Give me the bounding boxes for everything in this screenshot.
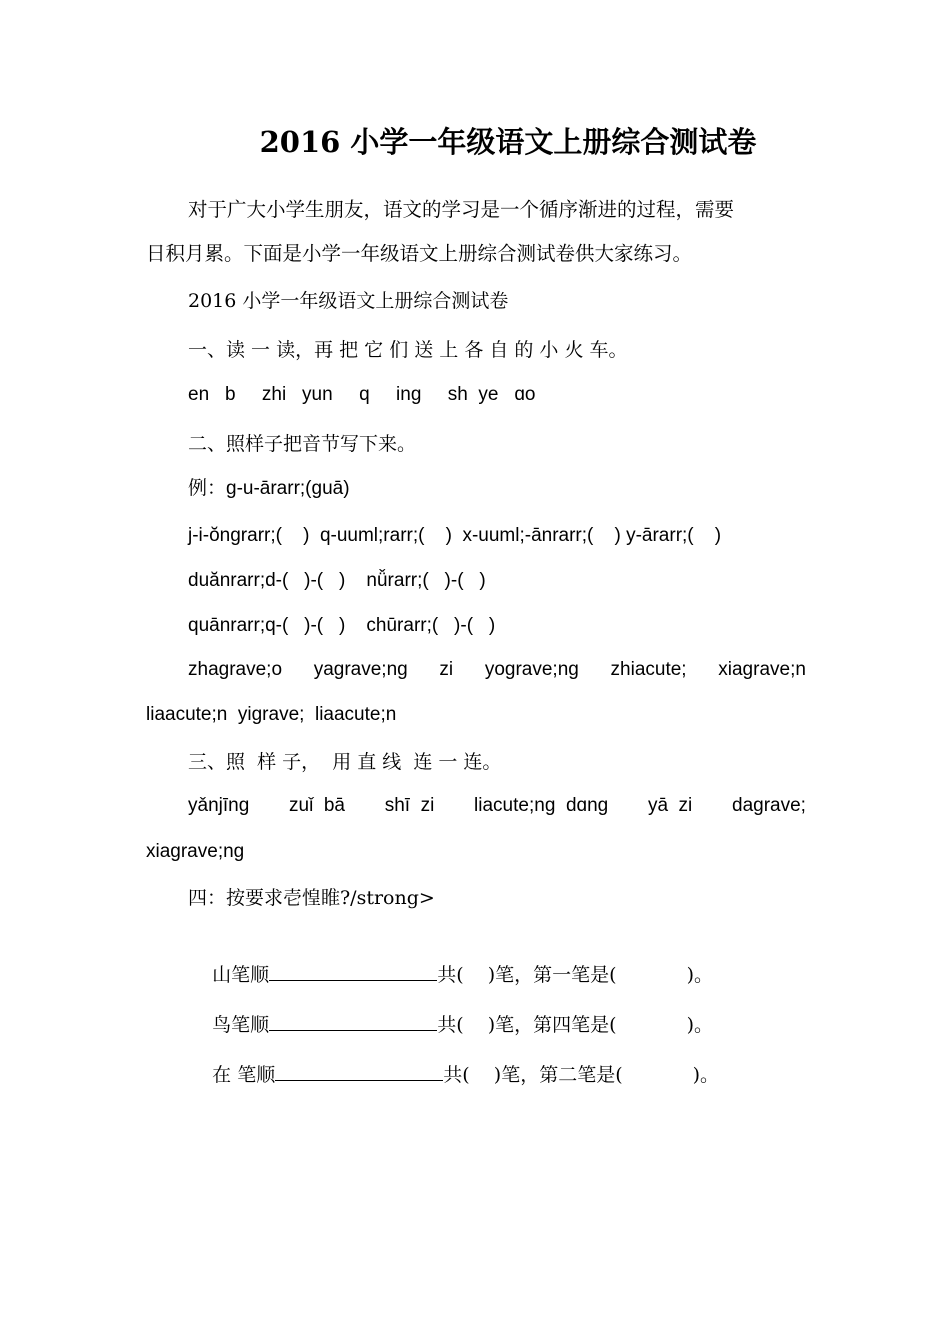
- q4-row-prefix: 在 笔顺: [212, 1064, 276, 1086]
- answer-blank[interactable]: [269, 962, 437, 981]
- q4-heading: 四：按要求壱惶睢?/strong>: [188, 887, 435, 909]
- q3-item: zuǐ bā: [289, 795, 345, 816]
- q3-item: dagrave;: [732, 795, 806, 816]
- q2-row-4-continued: liaacute;n yigrave; liaacute;n: [146, 704, 397, 725]
- q4-row-middle: 共( )笔，第四笔是(: [437, 1014, 617, 1036]
- q3-items: [188, 792, 806, 820]
- intro-paragraph: [146, 188, 808, 276]
- answer-blank[interactable]: [269, 1012, 437, 1031]
- q2-row-2: duănrarr;d-( )-( ) nǚrarr;( )-( ): [188, 570, 486, 591]
- answer-blank[interactable]: [275, 1062, 443, 1081]
- q2-row-4-item: zhiacute;: [610, 659, 687, 680]
- q2-row-4-item: yograve;ng: [484, 659, 579, 680]
- page-title: 2016 小学一年级语文上册综合测试卷: [259, 125, 757, 159]
- q4-row-middle: 共( )笔，第一笔是(: [437, 964, 617, 986]
- q2-heading: 二、照样子把音节写下来。: [188, 433, 417, 455]
- q3-item: yǎnjīng: [188, 795, 250, 816]
- q2-example: 例：g-u-ārarr;(guā): [188, 478, 350, 499]
- q4-row-middle: 共( )笔，第二笔是(: [443, 1064, 623, 1086]
- q3-item: liacute;ng dɑng: [474, 795, 609, 816]
- q4-row-suffix: )。: [686, 1014, 714, 1036]
- q3-items-continued: xiagrave;ng: [146, 841, 245, 862]
- intro-line-1: 对于广大小学生朋友，语文的学习是一个循序渐进的过程，需要: [188, 198, 735, 221]
- q2-row-3: quānrarr;q-( )-( ) chūrarr;( )-( ): [188, 615, 496, 636]
- q2-row-4-item: zhagrave;o: [188, 659, 283, 680]
- title-area: [0, 0, 950, 180]
- q1-pinyin: en b zhi yun q ing sh ye ɑo: [188, 384, 536, 405]
- q4-row-suffix: )。: [686, 964, 714, 986]
- q4-row-suffix: )。: [692, 1064, 720, 1086]
- q4-row: [188, 1033, 719, 1117]
- q2-row-4: [188, 656, 806, 684]
- q4-row-prefix: 山笔顺: [212, 964, 270, 986]
- q2-row-4-item: xiagrave;n: [718, 659, 806, 680]
- q2-row-1: j-i-ŏngrarr;( ) q-uuml;rarr;( ) x-uuml;-ānrarr;( ) y-ārarr;( ): [188, 525, 722, 546]
- q2-row-4-item: zi: [439, 659, 454, 680]
- subtitle: 2016 小学一年级语文上册综合测试卷: [188, 290, 509, 312]
- intro-line-2: 日积月累。下面是小学一年级语文上册综合测试卷供大家练习。: [146, 242, 693, 265]
- q3-item: yā zi: [647, 795, 693, 816]
- q2-row-4-item: yagrave;ng: [313, 659, 408, 680]
- q3-heading: 三、照 样 子， 用 直 线 连 一 连。: [188, 751, 502, 773]
- q1-heading: 一、读 一 读，再 把 它 们 送 上 各 自 的 小 火 车。: [188, 339, 628, 361]
- q4-row-prefix: 鸟笔顺: [212, 1014, 270, 1036]
- q3-item: shī zi: [384, 795, 435, 816]
